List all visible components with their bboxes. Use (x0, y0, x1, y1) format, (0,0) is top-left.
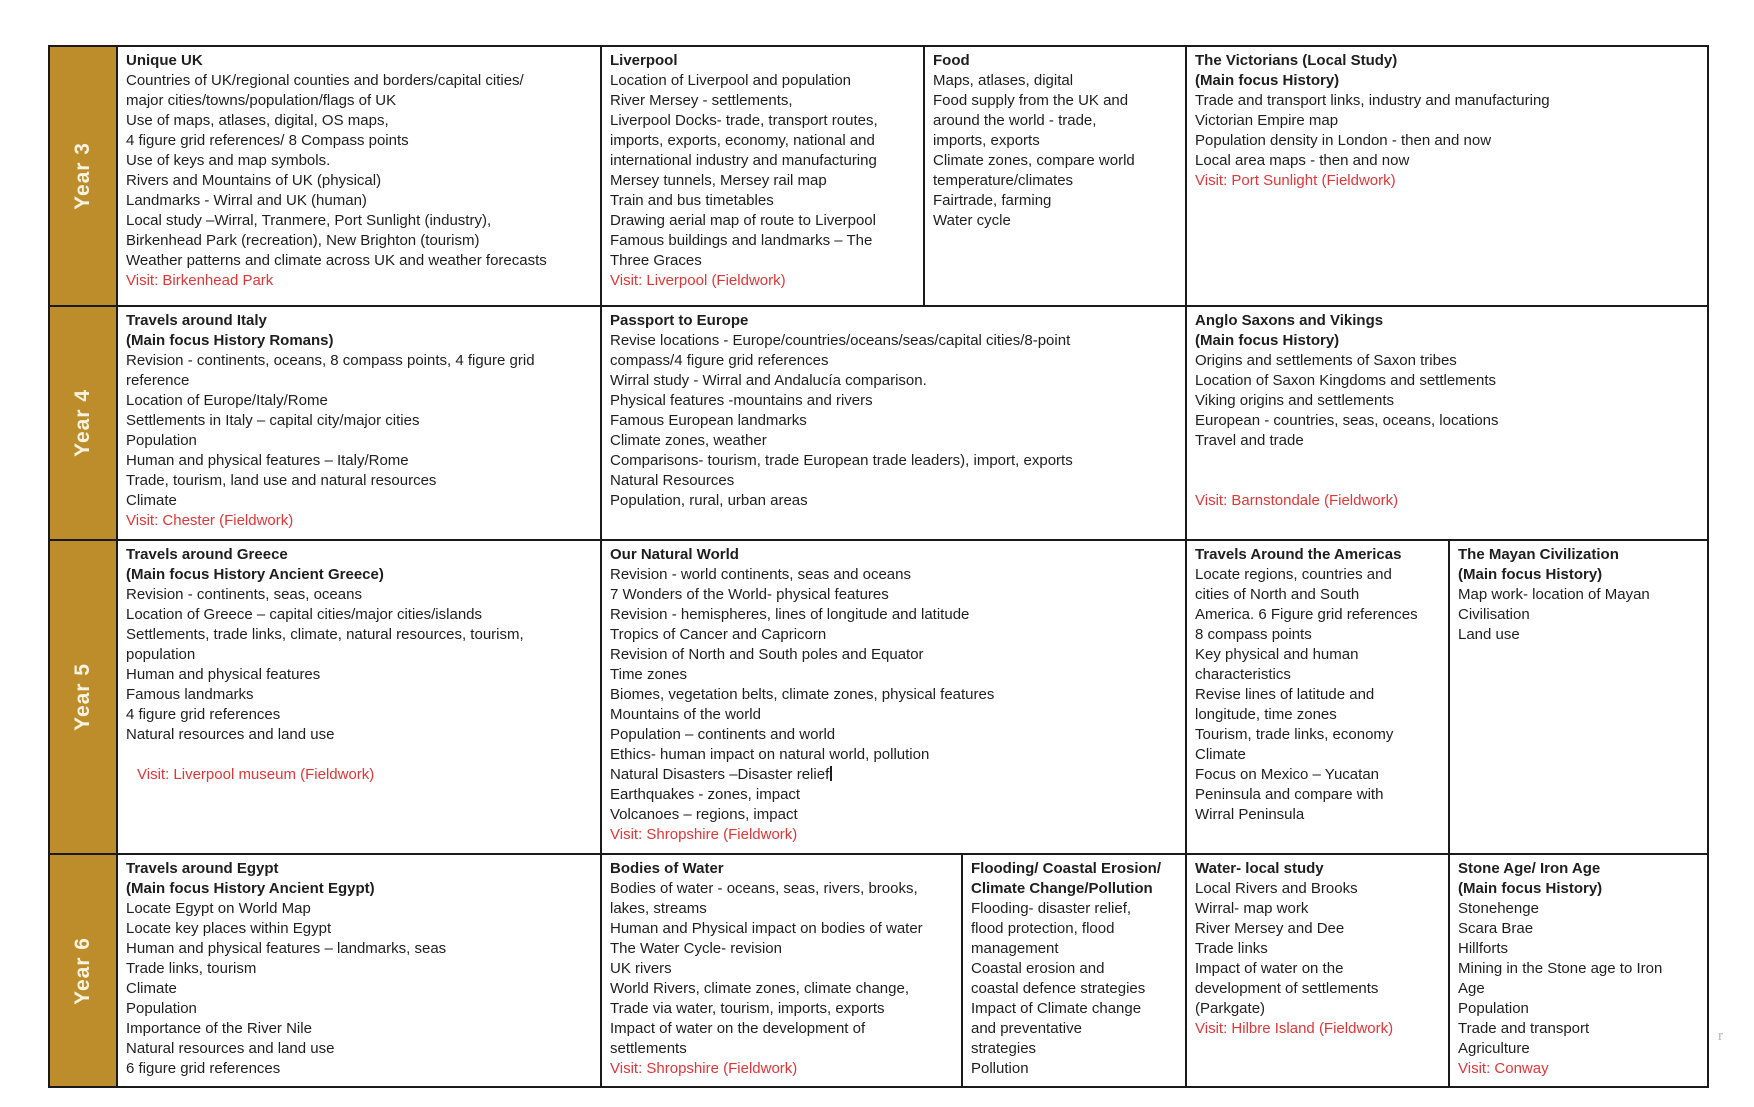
topic-title-line: Bodies of Water (610, 860, 724, 877)
topic-line: Location of Greece – capital cities/major cities/islands (126, 606, 483, 623)
topic-title-line: (Main focus History Ancient Greece) (126, 566, 384, 583)
topic-line: Population – continents and world (610, 726, 836, 743)
topic-line: The Water Cycle- revision (610, 940, 782, 957)
year-row-year-4 (50, 305, 1707, 539)
topic-line: Climate zones, weather (610, 432, 767, 449)
topic-line: Location of Europe/Italy/Rome (126, 392, 328, 409)
topic-line: Tourism, trade links, economy (1195, 726, 1394, 743)
topic-line: Rivers and Mountains of UK (physical) (126, 172, 382, 189)
topic-line: Viking origins and settlements (1195, 392, 1394, 409)
topic-title-line: Travels around Greece (126, 546, 288, 563)
topic-line: Settlements in Italy – capital city/major cities (126, 412, 420, 429)
visit-line: Visit: Shropshire (Fieldwork) (610, 826, 798, 843)
topic-line: Tropics of Cancer and Capricorn (610, 626, 827, 643)
topic-line: Natural resources and land use (126, 726, 335, 743)
topic-cell-the-victorians[interactable] (1185, 47, 1707, 305)
visit-line: Visit: Barnstondale (Fieldwork) (1195, 492, 1399, 509)
topic-line: Importance of the River Nile (126, 1020, 312, 1037)
year-label-cell (50, 47, 116, 305)
topic-line: Mersey tunnels, Mersey rail map (610, 172, 827, 189)
topic-title-line: Liverpool (610, 52, 678, 69)
topic-cell-travels-around-greece[interactable] (116, 541, 600, 853)
topic-cell-travels-around-egypt[interactable] (116, 855, 600, 1086)
topic-line: Stonehenge (1458, 900, 1539, 917)
topic-line: characteristics (1195, 666, 1291, 683)
visit-line: Visit: Chester (Fieldwork) (126, 512, 294, 529)
topic-line: imports, exports (933, 132, 1040, 149)
topic-title-line: (Main focus History) (1195, 72, 1340, 89)
topic-line: Fairtrade, farming (933, 192, 1052, 209)
topic-cell-our-natural-world[interactable] (600, 541, 1185, 853)
topic-line: Mining in the Stone age to Iron (1458, 960, 1663, 977)
topic-line: UK rivers (610, 960, 672, 977)
topic-line: Use of maps, atlases, digital, OS maps, (126, 112, 389, 129)
topic-title-line: Passport to Europe (610, 312, 749, 329)
topic-line: Trade via water, tourism, imports, exports (610, 1000, 885, 1017)
topic-line: Trade links (1195, 940, 1268, 957)
topic-cell-liverpool[interactable] (600, 47, 923, 305)
topic-line: Physical features -mountains and rivers (610, 392, 873, 409)
topic-line: Victorian Empire map (1195, 112, 1339, 129)
topic-line: Locate Egypt on World Map (126, 900, 311, 917)
topic-line: Natural resources and land use (126, 1040, 335, 1057)
topic-line: Trade and transport links, industry and manufacturing (1195, 92, 1550, 109)
topic-line: Human and Physical impact on bodies of water (610, 920, 923, 937)
year-label: Year 4 (71, 389, 94, 457)
topic-line: Natural Disasters –Disaster relief (610, 765, 1177, 785)
topic-line: population (126, 646, 196, 663)
year-row-year-3 (50, 47, 1707, 305)
topic-line: temperature/climates (933, 172, 1074, 189)
topic-line: Impact of Climate change (971, 1000, 1142, 1017)
topic-line: Climate (126, 492, 177, 509)
visit-line: Visit: Port Sunlight (Fieldwork) (1195, 172, 1396, 189)
visit-line: Visit: Conway (1458, 1060, 1549, 1077)
topic-title-line: Unique UK (126, 52, 203, 69)
topic-title-line: (Main focus History) (1458, 880, 1603, 897)
topic-line: Impact of water on the (1195, 960, 1344, 977)
topic-line: Revision of North and South poles and Equator (610, 646, 924, 663)
topic-line: 4 figure grid references (126, 706, 281, 723)
topic-line: Revision - hemispheres, lines of longitude and latitude (610, 606, 970, 623)
topic-line: major cities/towns/population/flags of UK (126, 92, 397, 109)
topic-line (1195, 451, 1699, 471)
topic-title-line: Our Natural World (610, 546, 739, 563)
topic-line: Agriculture (1458, 1040, 1530, 1057)
topic-cell-anglo-saxons-and-vikings[interactable] (1185, 307, 1707, 539)
year-label-cell (50, 307, 116, 539)
topic-line (1195, 471, 1699, 491)
topic-title-line: The Victorians (Local Study) (1195, 52, 1398, 69)
topic-line: Key physical and human (1195, 646, 1359, 663)
topic-line: Local area maps - then and now (1195, 152, 1410, 169)
topic-line: Time zones (610, 666, 687, 683)
visit-line: Visit: Liverpool (Fieldwork) (610, 272, 786, 289)
topic-line: management (971, 940, 1059, 957)
topic-line: Peninsula and compare with (1195, 786, 1384, 803)
topic-line: Human and physical features – landmarks, seas (126, 940, 447, 957)
topic-line: Focus on Mexico – Yucatan (1195, 766, 1379, 783)
topic-line: Population (1458, 1000, 1529, 1017)
topic-line: Use of keys and map symbols. (126, 152, 331, 169)
topic-cell-food[interactable] (923, 47, 1185, 305)
topic-line: Comparisons- tourism, trade European trade leaders), import, exports (610, 452, 1073, 469)
topic-line: Famous European landmarks (610, 412, 807, 429)
topic-cell-stone-age-iron-age[interactable] (1448, 855, 1707, 1086)
topic-line: World Rivers, climate zones, climate change, (610, 980, 910, 997)
topic-line: Hillforts (1458, 940, 1509, 957)
topic-line: coastal defence strategies (971, 980, 1146, 997)
topic-line: Location of Liverpool and population (610, 72, 852, 89)
topic-line: Population density in London - then and now (1195, 132, 1492, 149)
topic-cell-passport-to-europe[interactable] (600, 307, 1185, 539)
topic-cell-flooding-coastal-erosion[interactable] (961, 855, 1185, 1086)
topic-title-line: Flooding/ Coastal Erosion/ (971, 860, 1162, 877)
topic-line: international industry and manufacturing (610, 152, 877, 169)
topic-line: 7 Wonders of the World- physical features (610, 586, 889, 603)
topic-line: Drawing aerial map of route to Liverpool (610, 212, 876, 229)
year-label: Year 5 (71, 663, 94, 731)
topic-line: Impact of water on the development of (610, 1020, 866, 1037)
topic-line: Earthquakes - zones, impact (610, 786, 801, 803)
topic-line: Water cycle (933, 212, 1011, 229)
year-label-cell (50, 855, 116, 1086)
topic-line: Famous landmarks (126, 686, 254, 703)
topic-cell-bodies-of-water[interactable] (600, 855, 961, 1086)
stray-text-artifact: r (1718, 1028, 1723, 1044)
topic-title-line: Travels around Egypt (126, 860, 279, 877)
topic-line: Birkenhead Park (recreation), New Brighton (tourism) (126, 232, 480, 249)
topic-line: Climate (126, 980, 177, 997)
curriculum-table (48, 45, 1709, 1088)
topic-line: 6 figure grid references (126, 1060, 281, 1077)
topic-line: longitude, time zones (1195, 706, 1337, 723)
topic-line: Train and bus timetables (610, 192, 774, 209)
topic-title-line: Food (933, 52, 970, 69)
visit-line: Visit: Hilbre Island (Fieldwork) (1195, 1020, 1394, 1037)
topic-cell-unique-uk[interactable] (116, 47, 600, 305)
topic-line: Scara Brae (1458, 920, 1534, 937)
topic-title-line: Travels Around the Americas (1195, 546, 1402, 563)
topic-line: Food supply from the UK and (933, 92, 1129, 109)
topic-title-line: The Mayan Civilization (1458, 546, 1619, 563)
topic-cell-travels-around-italy[interactable] (116, 307, 600, 539)
topic-cell-the-mayan-civilization[interactable] (1448, 541, 1707, 853)
topic-line: strategies (971, 1040, 1037, 1057)
topic-line: Map work- location of Mayan (1458, 586, 1650, 603)
topic-line: America. 6 Figure grid references (1195, 606, 1418, 623)
topic-line: Trade, tourism, land use and natural resources (126, 472, 437, 489)
topic-line: cities of North and South (1195, 586, 1360, 603)
topic-line: Natural Resources (610, 472, 735, 489)
topic-title-line: (Main focus History Ancient Egypt) (126, 880, 375, 897)
topic-line: Pollution (971, 1060, 1029, 1077)
topic-line: Human and physical features – Italy/Rome (126, 452, 409, 469)
topic-cell-water-local-study[interactable] (1185, 855, 1448, 1086)
topic-line: Age (1458, 980, 1485, 997)
topic-line: European - countries, seas, oceans, locations (1195, 412, 1499, 429)
topic-line: Volcanoes – regions, impact (610, 806, 798, 823)
topic-title-line: (Main focus History Romans) (126, 332, 334, 349)
topic-title-line: Travels around Italy (126, 312, 267, 329)
year-label: Year 3 (71, 142, 94, 210)
topic-line: Revision - continents, seas, oceans (126, 586, 362, 603)
topic-line: Three Graces (610, 252, 702, 269)
topic-line: development of settlements (1195, 980, 1379, 997)
topic-line: Flooding- disaster relief, (971, 900, 1132, 917)
topic-line: Civilisation (1458, 606, 1530, 623)
topic-line: Ethics- human impact on natural world, pollution (610, 746, 930, 763)
topic-line: Bodies of water - oceans, seas, rivers, brooks, (610, 880, 918, 897)
year-row-year-6 (50, 853, 1707, 1086)
topic-line: compass/4 figure grid references (610, 352, 829, 369)
topic-line: Revision - world continents, seas and oceans (610, 566, 911, 583)
topic-line: and preventative (971, 1020, 1082, 1037)
text-cursor (830, 766, 832, 781)
topic-line: Maps, atlases, digital (933, 72, 1074, 89)
topic-line: Land use (1458, 626, 1520, 643)
topic-line: flood protection, flood (971, 920, 1115, 937)
year-label: Year 6 (71, 936, 94, 1005)
topic-line: around the world - trade, (933, 112, 1097, 129)
topic-line: Trade links, tourism (126, 960, 257, 977)
topic-line: settlements (610, 1040, 687, 1057)
topic-line: Landmarks - Wirral and UK (human) (126, 192, 367, 209)
topic-line: Weather patterns and climate across UK and weather forecasts (126, 252, 547, 269)
topic-cell-travels-around-the-americas[interactable] (1185, 541, 1448, 853)
topic-line: Population (126, 432, 197, 449)
year-label-cell (50, 541, 116, 853)
topic-line: Locate key places within Egypt (126, 920, 332, 937)
topic-line: Settlements, trade links, climate, natural resources, tourism, (126, 626, 524, 643)
topic-line: Local Rivers and Brooks (1195, 880, 1358, 897)
topic-line: Wirral- map work (1195, 900, 1309, 917)
topic-line: Climate zones, compare world (933, 152, 1135, 169)
topic-line: Countries of UK/regional counties and borders/capital cities/ (126, 72, 524, 89)
topic-line: 4 figure grid references/ 8 Compass points (126, 132, 409, 149)
topic-line: Population, rural, urban areas (610, 492, 808, 509)
topic-line: Origins and settlements of Saxon tribes (1195, 352, 1457, 369)
topic-line: Locate regions, countries and (1195, 566, 1392, 583)
visit-line: Visit: Birkenhead Park (126, 272, 274, 289)
topic-title-line: Anglo Saxons and Vikings (1195, 312, 1384, 329)
topic-title-line: Stone Age/ Iron Age (1458, 860, 1601, 877)
topic-line: River Mersey - settlements, (610, 92, 793, 109)
topic-line: Revision - continents, oceans, 8 compass points, 4 figure grid (126, 352, 535, 369)
topic-line: Wirral study - Wirral and Andalucía comparison. (610, 372, 927, 389)
topic-line: Human and physical features (126, 666, 321, 683)
topic-line: imports, exports, economy, national and (610, 132, 875, 149)
topic-line: lakes, streams (610, 900, 707, 917)
topic-line: Climate (1195, 746, 1246, 763)
topic-line: 8 compass points (1195, 626, 1312, 643)
topic-title-line: (Main focus History) (1458, 566, 1603, 583)
visit-line: Visit: Shropshire (Fieldwork) (610, 1060, 798, 1077)
topic-line: Revise lines of latitude and (1195, 686, 1375, 703)
topic-title-line: Water- local study (1195, 860, 1324, 877)
topic-title-line: Climate Change/Pollution (971, 880, 1153, 897)
topic-line: Liverpool Docks- trade, transport routes, (610, 112, 878, 129)
topic-line: Population (126, 1000, 197, 1017)
topic-line: Coastal erosion and (971, 960, 1105, 977)
topic-line: Famous buildings and landmarks – The (610, 232, 873, 249)
topic-line: (Parkgate) (1195, 1000, 1266, 1017)
topic-line: Local study –Wirral, Tranmere, Port Sunlight (industry), (126, 212, 492, 229)
year-row-year-5 (50, 539, 1707, 853)
topic-line: Travel and trade (1195, 432, 1304, 449)
topic-line: Trade and transport (1458, 1020, 1590, 1037)
topic-line: Wirral Peninsula (1195, 806, 1305, 823)
topic-line: Mountains of the world (610, 706, 761, 723)
topic-line (126, 745, 592, 765)
topic-line: Location of Saxon Kingdoms and settlements (1195, 372, 1497, 389)
topic-title-line: (Main focus History) (1195, 332, 1340, 349)
visit-line: Visit: Liverpool museum (Fieldwork) (137, 766, 375, 783)
topic-line: Biomes, vegetation belts, climate zones, physical features (610, 686, 995, 703)
topic-line: reference (126, 372, 190, 389)
topic-line: Revise locations - Europe/countries/oceans/seas/capital cities/8-point (610, 332, 1071, 349)
topic-line: River Mersey and Dee (1195, 920, 1345, 937)
